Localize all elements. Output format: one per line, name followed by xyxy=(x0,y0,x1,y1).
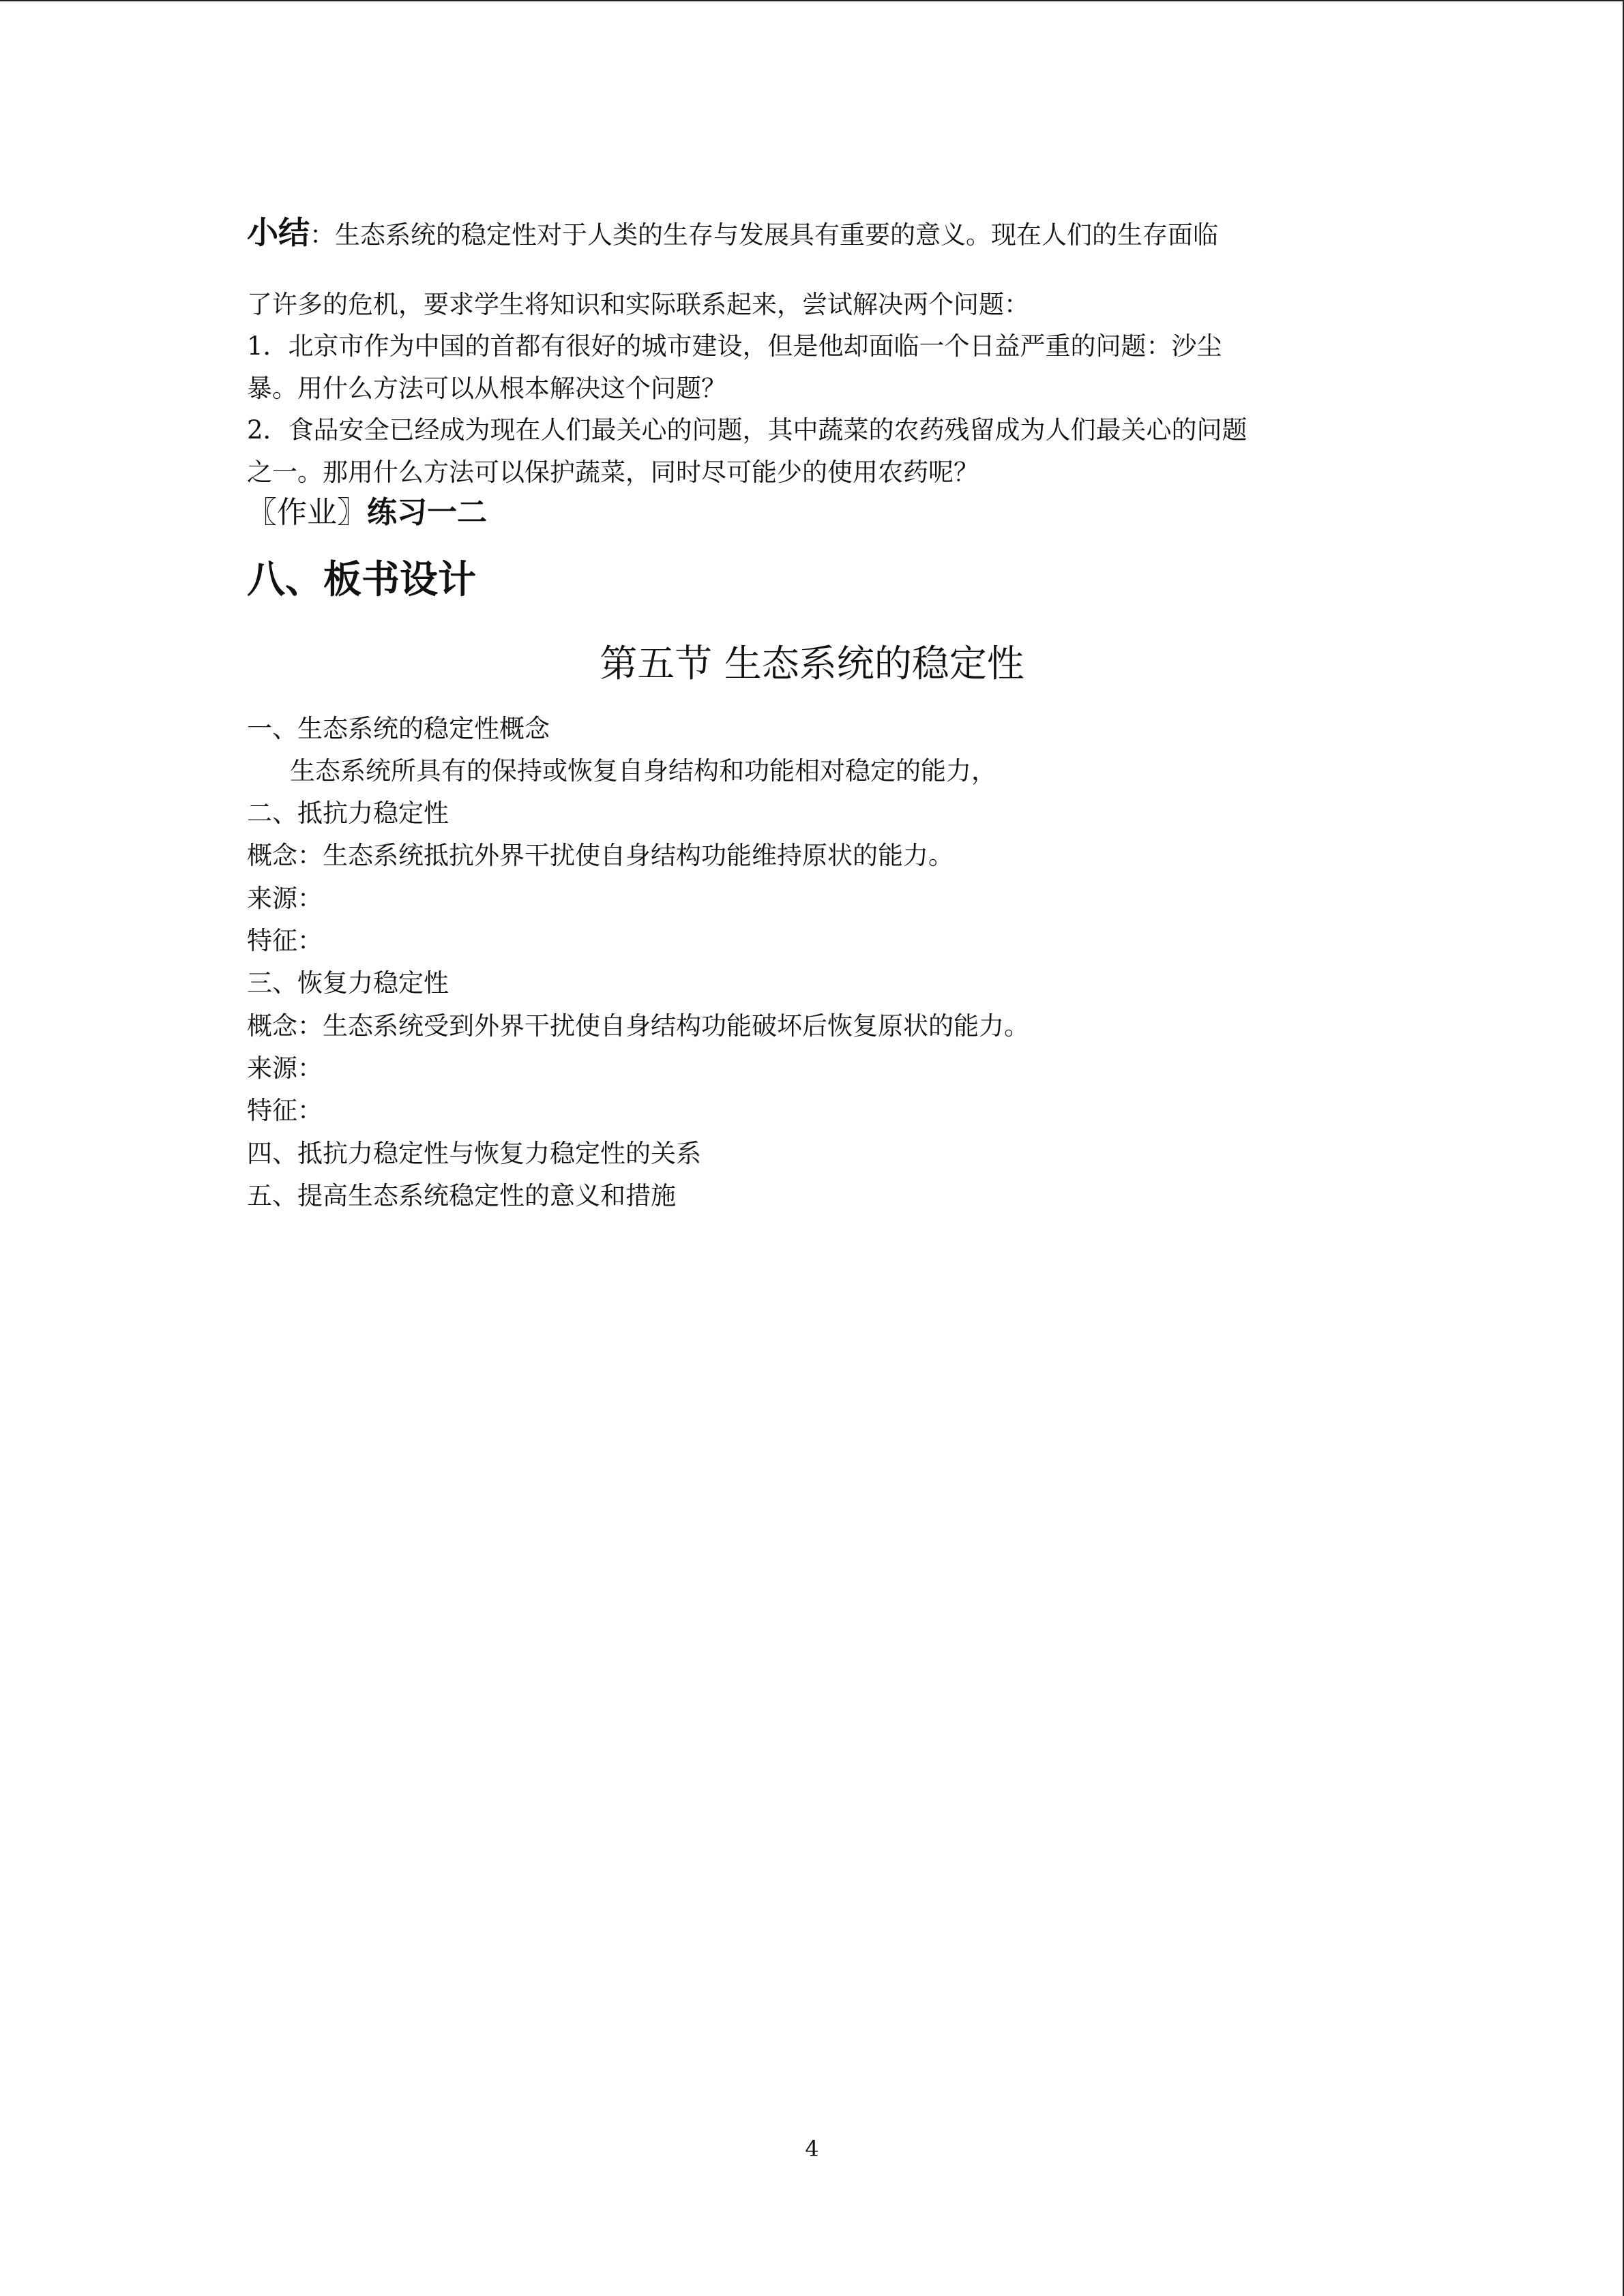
homework-label: 〖作业〗 xyxy=(247,495,367,530)
summary-paragraph-line-1 xyxy=(247,214,1218,251)
board-item-7: 三、恢复力稳定性 xyxy=(247,968,449,998)
board-item-2: 生态系统所具有的保持或恢复自身结构和功能相对稳定的能力， xyxy=(290,756,996,786)
section-heading: 八、板书设计 xyxy=(247,558,476,602)
board-item-11: 四、抵抗力稳定性与恢复力稳定性的关系 xyxy=(247,1139,701,1168)
question-1-line-2: 暴。用什么方法可以从根本解决这个问题？ xyxy=(247,374,726,403)
question-2-line-1: 2．食品安全已经成为现在人们最关心的问题，其中蔬菜的农药残留成为人们最关心的问题 xyxy=(247,415,1247,445)
board-item-9: 来源： xyxy=(247,1054,323,1083)
summary-text-line-2: 了许多的危机，要求学生将知识和实际联系起来，尝试解决两个问题： xyxy=(247,290,1029,319)
board-title: 第五节 生态系统的稳定性 xyxy=(600,642,1024,685)
board-item-10: 特征： xyxy=(247,1096,323,1125)
page-top-border xyxy=(0,0,1624,1)
board-item-6: 特征： xyxy=(247,926,323,955)
page-number: 4 xyxy=(805,2136,819,2162)
board-item-12: 五、提高生态系统稳定性的意义和措施 xyxy=(247,1181,676,1210)
board-item-4: 概念：生态系统抵抗外界干扰使自身结构功能维持原状的能力。 xyxy=(247,841,954,870)
board-item-5: 来源： xyxy=(247,884,323,913)
homework-line xyxy=(247,495,487,530)
board-item-8: 概念：生态系统受到外界干扰使自身结构功能破坏后恢复原状的能力。 xyxy=(247,1011,1029,1041)
board-item-3: 二、抵抗力稳定性 xyxy=(247,799,449,828)
homework-text: 练习一二 xyxy=(367,495,487,530)
summary-label: 小结 xyxy=(247,214,310,251)
summary-text-line-1: ：生态系统的稳定性对于人类的生存与发展具有重要的意义。现在人们的生存面临 xyxy=(310,220,1218,250)
question-1-line-1: 1．北京市作为中国的首都有很好的城市建设，但是他却面临一个日益严重的问题：沙尘 xyxy=(247,331,1222,361)
question-2-line-2: 之一。那用什么方法可以保护蔬菜，同时尽可能少的使用农药呢？ xyxy=(247,458,979,487)
board-item-1: 一、生态系统的稳定性概念 xyxy=(247,714,550,743)
